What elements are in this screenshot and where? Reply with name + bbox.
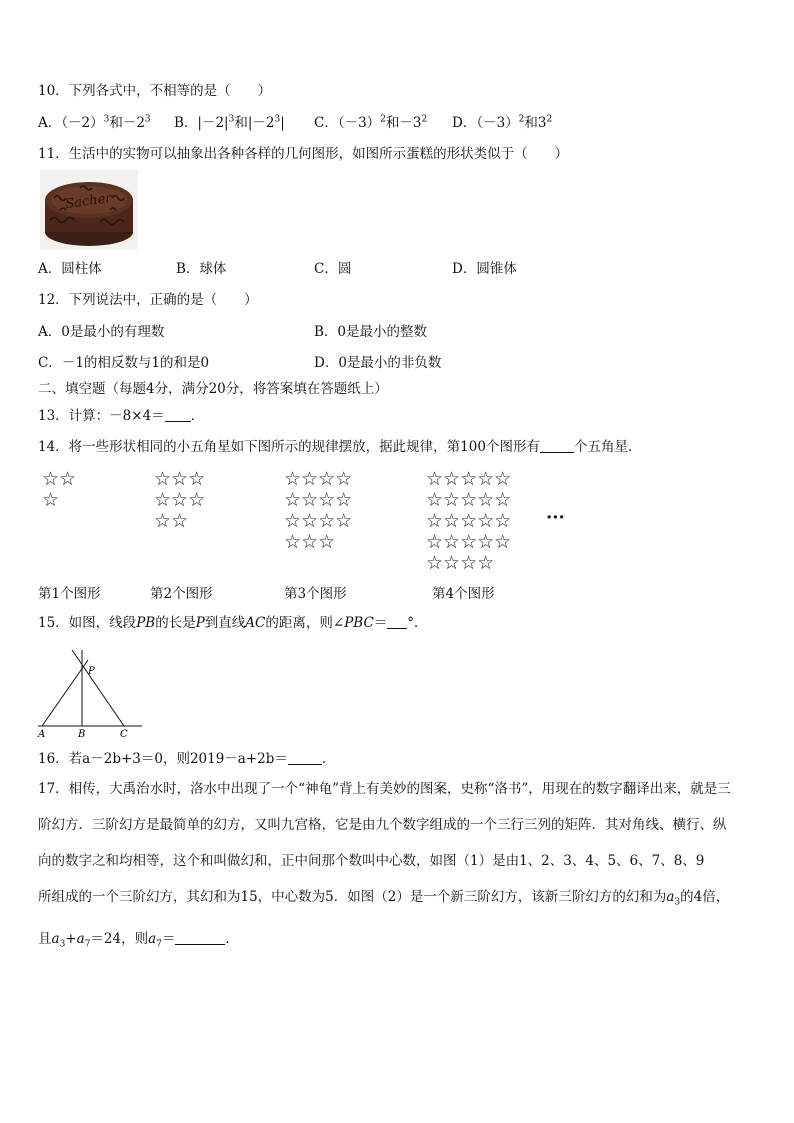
star-figure-3: ☆☆☆☆ ☆☆☆☆ ☆☆☆☆ ☆☆☆ (284, 468, 353, 553)
q10-option-c: C．$(-3)^2$和$-3^2$ (314, 114, 428, 131)
q17-line-5: 且$a_3+a_7=24$，则$a_7=$ ． (38, 930, 239, 950)
segment-pc (72, 650, 124, 726)
q13-answer-blank[interactable] (165, 408, 191, 422)
cake-image (40, 170, 138, 250)
q11-stem: 11．生活中的实物可以抽象出各种各样的几何图形，如图所示蛋糕的形状类似于（ ） (38, 146, 569, 162)
label-b: B (78, 729, 86, 738)
q11-option-b: B．球体 (176, 261, 227, 277)
q14-answer-blank[interactable] (540, 439, 574, 453)
q17-paragraph (38, 771, 758, 962)
q15-answer-blank[interactable] (387, 615, 407, 629)
caption-figure-2: 第2个图形 (150, 586, 213, 602)
label-c: C (120, 729, 128, 738)
q17-line-2: 阶幻方．三阶幻方是最简单的幻方，又叫九宫格，它是由九个数字组成的一个三行三列的矩阵．其对角线、横行、纵 (38, 817, 727, 833)
q14-stem: 14．将一些形状相同的小五角星如下图所示的规律摆放，据此规律，第100个图形有 个五角星． (38, 439, 642, 455)
label-p: P (88, 666, 95, 677)
q17-line-3: 向的数字之和均相等，这个和叫做幻和，正中间那个数叫中心数，如图（1）是由1、2、3、4、5、6、7、8、9 (38, 853, 705, 869)
q12-option-d: D．0是最小的非负数 (314, 355, 442, 371)
q11-option-a: A．圆柱体 (38, 261, 102, 277)
caption-figure-1: 第1个图形 (38, 586, 101, 602)
q17-line-1: 17．相传，大禹治水时，洛水中出现了一个“神龟”背上有美妙的图案，史称“洛书”，用现在的数字翻译出来，就是三 (38, 781, 731, 797)
star-figure-2: ☆☆☆ ☆☆☆ ☆☆ (154, 468, 206, 532)
q11-option-d: D．圆锥体 (452, 261, 517, 277)
q15-stem: 15．如图，线段PB的长是P到直线AC的距离，则∠PBC＝ °． (38, 615, 428, 631)
caption-figure-3: 第3个图形 (284, 586, 347, 602)
q16-line: 16．若a－2b+3＝0，则2019－a+2b＝ ． (38, 751, 336, 767)
segment-ap (42, 660, 88, 726)
q17-answer-blank[interactable] (175, 931, 225, 945)
q17-line-4: 所组成的一个三阶幻方，其幻和为15，中心数为5．如图（2）是一个新三阶幻方，该新三阶幻方的幻和为$a_3$的4倍， (38, 889, 730, 908)
q16-answer-blank[interactable] (288, 751, 322, 765)
q12-option-b: B．0是最小的整数 (314, 324, 428, 340)
q10-stem: 10．下列各式中，不相等的是（ ） (38, 83, 272, 99)
star-figure-4: ☆☆☆☆☆ ☆☆☆☆☆ ☆☆☆☆☆ ☆☆☆☆☆ ☆☆☆☆ (426, 468, 512, 574)
q12-option-c: C．－1的相反数与1的和是0 (38, 355, 210, 371)
q10-option-a: A．$(-2)^3$和$-2^3$ (38, 114, 151, 131)
star-figure-1: ☆☆ ☆ (42, 468, 77, 511)
ellipsis: ··· (546, 507, 565, 528)
q10-option-b: B．$|-2|^3$和$|-2^3|$ (174, 114, 285, 131)
section-heading: 二、填空题（每题4分，满分20分，将答案填在答题纸上） (38, 381, 388, 397)
q11-option-c: C．圆 (314, 261, 352, 277)
geometry-figure (36, 646, 146, 738)
q12-stem: 12．下列说法中，正确的是（ ） (38, 292, 258, 308)
q13-line: 13．计算：－8×4＝ ． (38, 408, 205, 424)
q12-option-a: A．0是最小的有理数 (38, 324, 165, 340)
label-a: A (38, 729, 46, 738)
caption-figure-4: 第4个图形 (432, 586, 495, 602)
q10-option-d: D．$(-3)^2$和$3^2$ (452, 114, 553, 131)
cake-lettering: Sacher (64, 190, 113, 213)
